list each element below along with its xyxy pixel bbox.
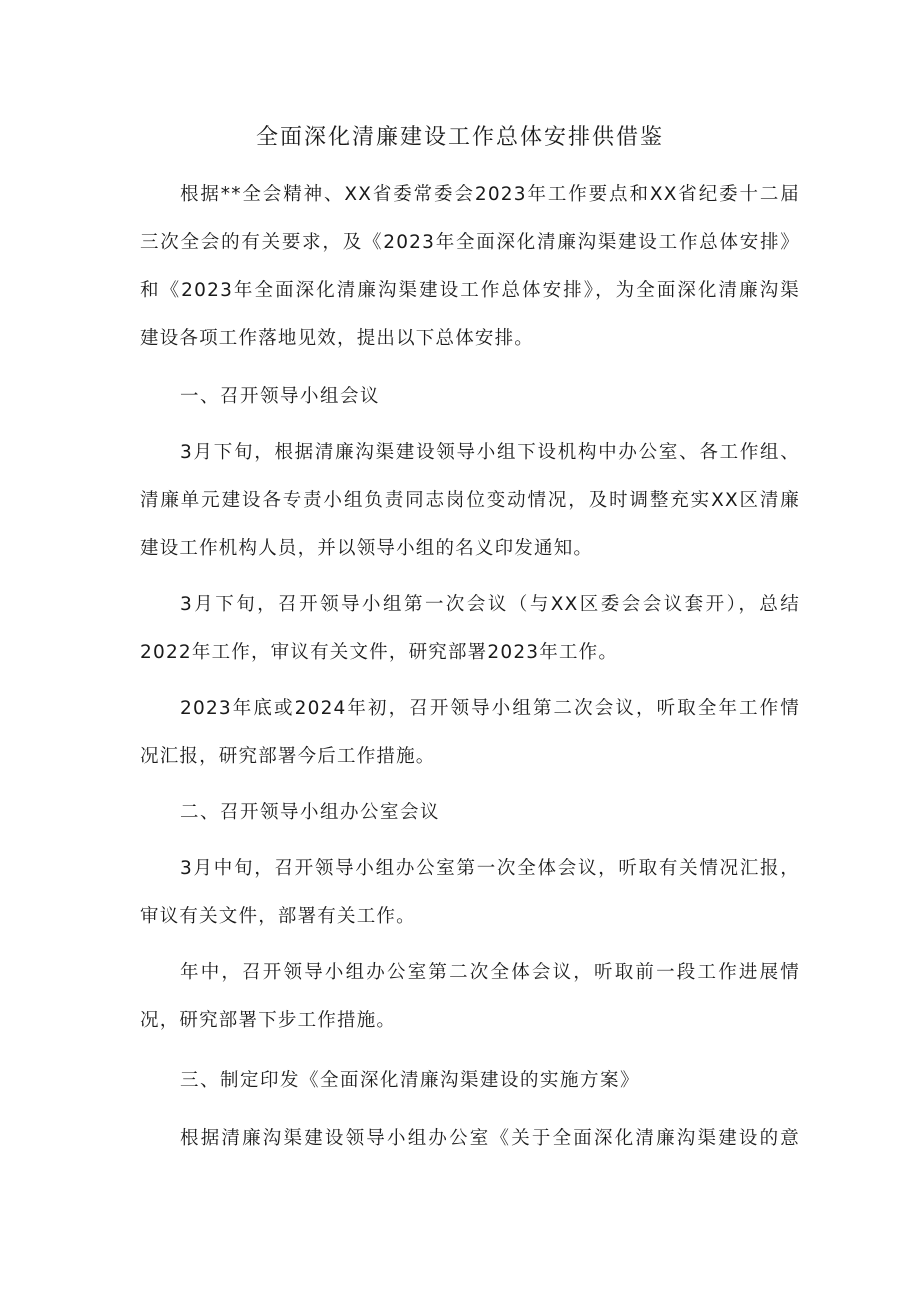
paragraph-2-line-1: 3月下旬，根据清廉沟渠建设领导小组下设机构中办公室、各工作组、 (180, 442, 800, 463)
paragraph-4-line-2: 况汇报，研究部署今后工作措施。 (140, 746, 436, 767)
paragraph-4-line-1: 2023年底或2024年初，召开领导小组第二次会议，听取全年工作情 (180, 698, 800, 719)
paragraph-5-line-2: 审议有关文件，部署有关工作。 (140, 906, 416, 927)
paragraph-3-line-1: 3月下旬，召开领导小组第一次会议（与XX区委会会议套开），总结 (180, 594, 800, 615)
paragraph-5-line-1: 3月中旬，召开领导小组办公室第一次全体会议，听取有关情况汇报， (180, 858, 800, 879)
paragraph-6-line-2: 况，研究部署下步工作措施。 (140, 1010, 397, 1031)
section-heading-1: 一、召开领导小组会议 (180, 386, 381, 407)
document-title: 全面深化清廉建设工作总体安排供借鉴 (255, 125, 664, 150)
paragraph-1-line-1: 根据**全会精神、XX省委常委会2023年工作要点和XX省纪委十二届 (180, 184, 800, 205)
section-heading-2: 二、召开领导小组办公室会议 (180, 802, 441, 823)
paragraph-1-line-4: 建设各项工作落地见效，提出以下总体安排。 (140, 328, 535, 349)
paragraph-7-line-1: 根据清廉沟渠建设领导小组办公室《关于全面深化清廉沟渠建设的意 (180, 1128, 800, 1149)
section-heading-3: 三、制定印发《全面深化清廉沟渠建设的实施方案》 (180, 1070, 641, 1091)
paragraph-3-line-2: 2022年工作，审议有关文件，研究部署2023年工作。 (140, 642, 619, 663)
paragraph-2-line-3: 建设工作机构人员，并以领导小组的名义印发通知。 (140, 538, 594, 559)
paragraph-1-line-3: 和《2023年全面深化清廉沟渠建设工作总体安排》，为全面深化清廉沟渠 (140, 280, 800, 301)
paragraph-2-line-2: 清廉单元建设各专责小组负责同志岗位变动情况，及时调整充实XX区清廉 (140, 490, 800, 511)
paragraph-1-line-2: 三次全会的有关要求，及《2023年全面深化清廉沟渠建设工作总体安排》 (140, 232, 800, 253)
paragraph-6-line-1: 年中，召开领导小组办公室第二次全体会议，听取前一段工作进展情 (180, 962, 800, 983)
